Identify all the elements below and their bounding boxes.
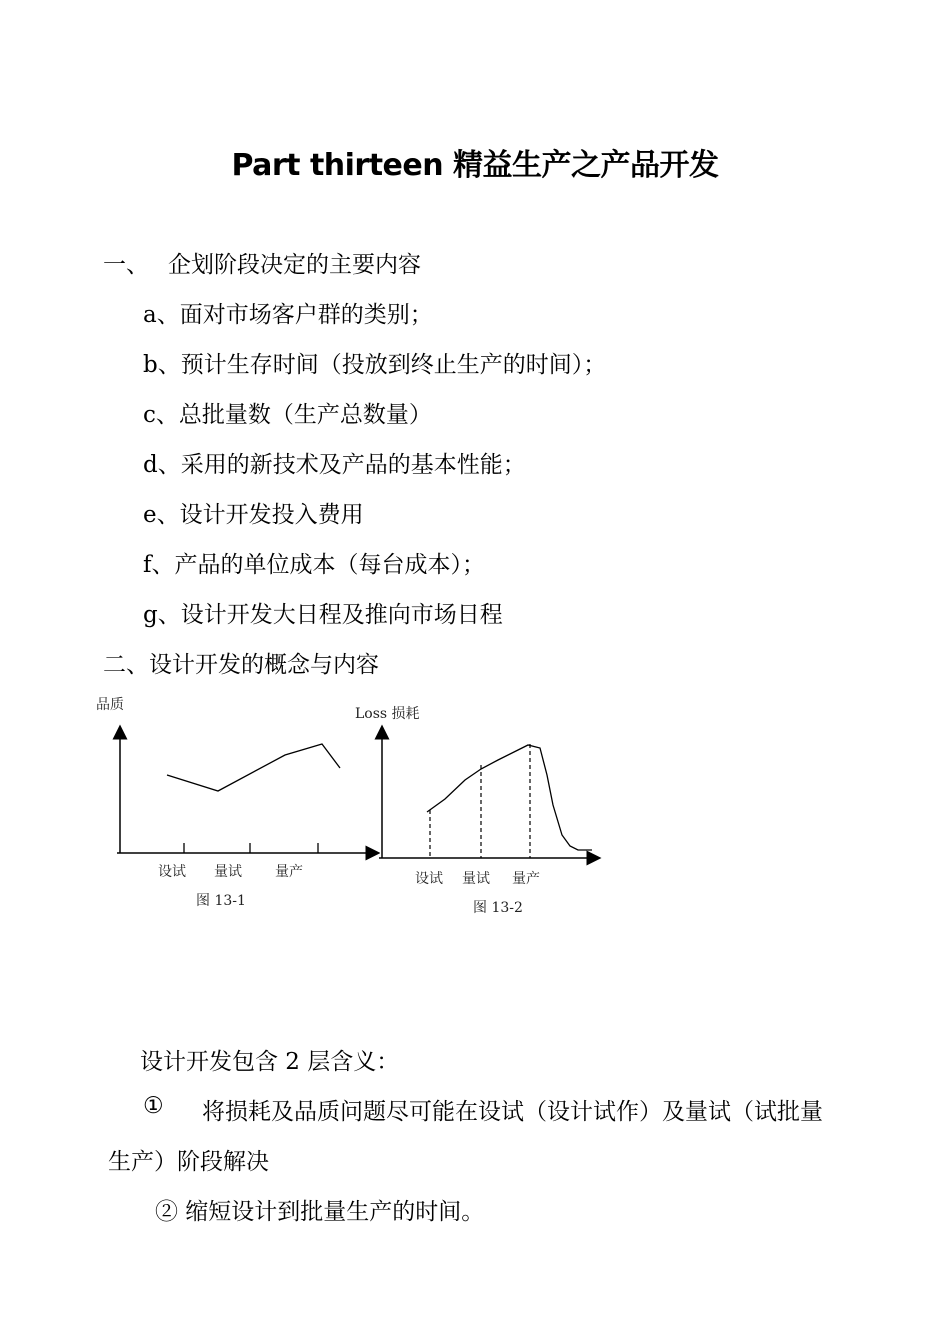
- list-item: e、设计开发投入费用: [143, 502, 364, 528]
- point1-text-continued: 生产）阶段解决: [108, 1149, 269, 1175]
- list-item: a、面对市场客户群的类别；: [143, 302, 433, 328]
- figure2-tick-label: 量产: [512, 871, 540, 887]
- figure1-tick-label: 量产: [275, 864, 303, 880]
- page-title: Part thirteen 精益生产之产品开发: [231, 148, 719, 183]
- figure1-quality-curve: [167, 744, 340, 791]
- point2-text: ② 缩短设计到批量生产的时间。: [155, 1199, 485, 1225]
- section1-heading: 企划阶段决定的主要内容: [168, 252, 421, 278]
- list-item: d、采用的新技术及产品的基本性能；: [143, 452, 526, 478]
- figure1-diagram: [90, 720, 380, 865]
- figure1-tick-label: 量试: [214, 864, 242, 880]
- section2-heading: 二、设计开发的概念与内容: [103, 652, 379, 678]
- figure1-caption: 图 13-1: [196, 893, 246, 909]
- list-item: f、产品的单位成本（每台成本）；: [143, 552, 486, 578]
- figure1-ylabel: 品质: [96, 697, 124, 713]
- point1-marker: ①: [143, 1093, 164, 1119]
- list-item: c、总批量数（生产总数量）: [143, 402, 432, 428]
- figure2-diagram: [370, 720, 605, 870]
- figure1-tick-label: 设试: [158, 864, 186, 880]
- figure2-tick-label: 设试: [415, 871, 443, 887]
- list-item: g、设计开发大日程及推向市场日程: [143, 602, 503, 628]
- point1-text: 将损耗及品质问题尽可能在设试（设计试作）及量试（试批量: [202, 1099, 823, 1125]
- list-item: b、预计生存时间（投放到终止生产的时间）；: [143, 352, 607, 378]
- figure2-ylabel: Loss 损耗: [355, 706, 420, 722]
- figure2-caption: 图 13-2: [473, 900, 523, 916]
- figure2-loss-curve: [427, 745, 592, 850]
- figure2-tick-label: 量试: [462, 871, 490, 887]
- section1-number: 一、: [103, 252, 149, 278]
- body-intro: 设计开发包含 2 层含义：: [140, 1049, 400, 1075]
